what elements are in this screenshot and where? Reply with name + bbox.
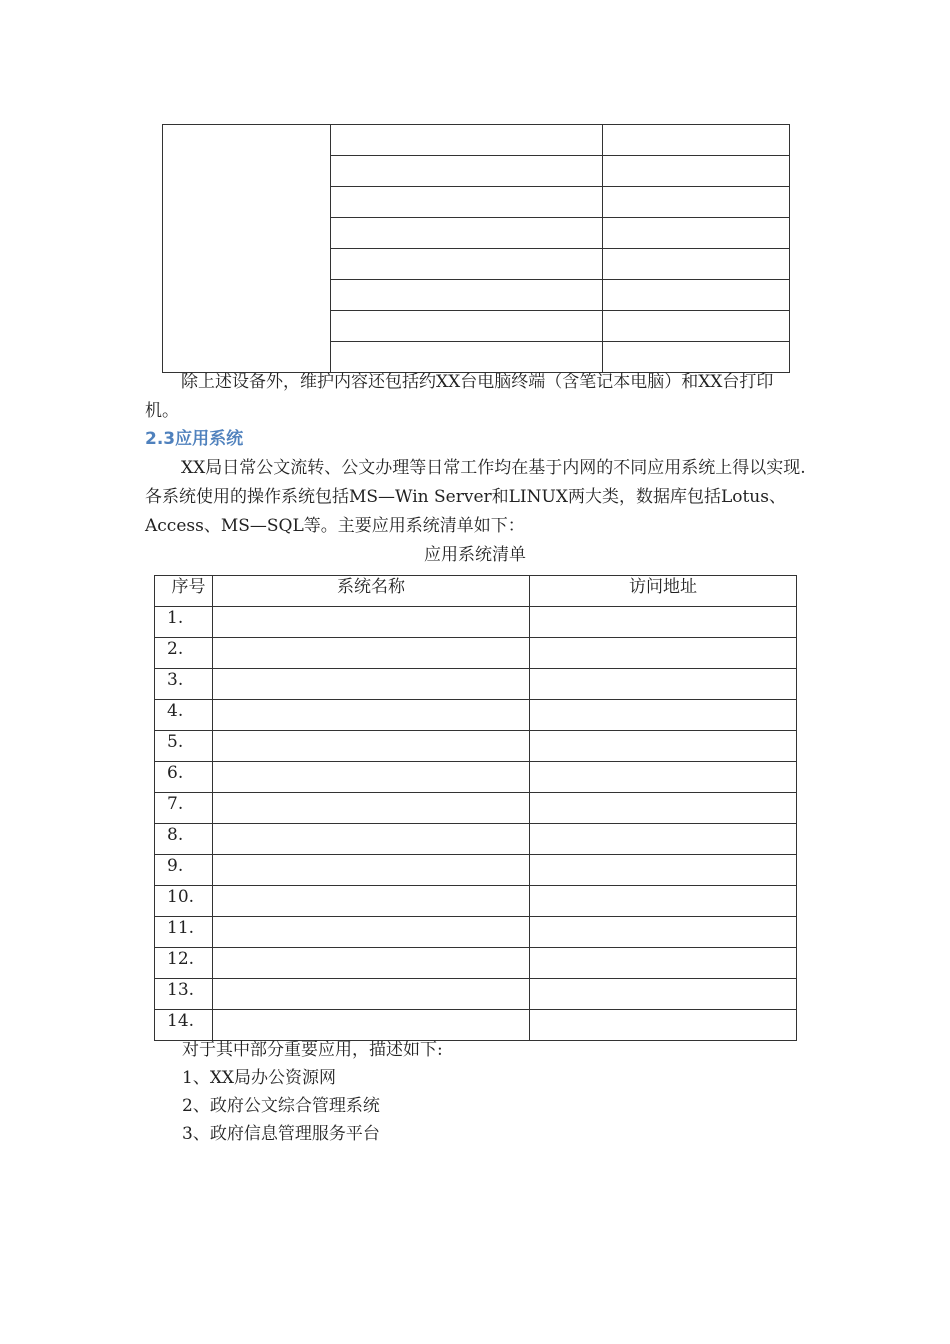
section-heading: 2.3应用系统	[145, 429, 244, 449]
equipment-note: 除上述设备外，维护内容还包括约XX台电脑终端（含笔记本电脑）和XX台打印机。	[145, 372, 774, 421]
header-system-name: 系统名称	[213, 576, 530, 607]
access-address-cell	[530, 638, 797, 669]
row-index: 13.	[155, 979, 213, 1010]
table-row	[155, 607, 797, 638]
equipment-table	[162, 124, 790, 373]
equipment-cell	[603, 280, 790, 311]
access-address-cell	[530, 1010, 797, 1041]
access-address-cell	[530, 979, 797, 1010]
access-address-cell	[530, 886, 797, 917]
table-row	[155, 886, 797, 917]
system-name-cell	[213, 731, 530, 762]
access-address-cell	[530, 948, 797, 979]
table-row	[155, 731, 797, 762]
important-apps-intro: 对于其中部分重要应用，描述如下:	[182, 1040, 443, 1060]
row-index: 8.	[155, 824, 213, 855]
access-address-cell	[530, 700, 797, 731]
access-address-cell	[530, 824, 797, 855]
system-name-cell	[213, 855, 530, 886]
apps-table-header	[155, 576, 797, 607]
access-address-cell	[530, 917, 797, 948]
access-address-cell	[530, 607, 797, 638]
system-name-cell	[213, 824, 530, 855]
access-address-cell	[530, 855, 797, 886]
row-index: 9.	[155, 855, 213, 886]
equipment-cell	[603, 125, 790, 156]
equipment-category-cell	[163, 125, 331, 373]
access-address-cell	[530, 762, 797, 793]
table-row	[155, 793, 797, 824]
equipment-row	[163, 125, 790, 156]
apps-intro: XX局日常公文流转、公文办理等日常工作均在基于内网的不同应用系统上得以实现.各系统使用的操作系统包括MS—Win Server和LINUX两大类，数据库包括Lotus、Access、MS—SQL等。主要应用系统清单如下：	[145, 458, 806, 536]
list-item: 1、XX局办公资源网	[182, 1068, 337, 1088]
system-name-cell	[213, 669, 530, 700]
system-name-cell	[213, 762, 530, 793]
access-address-cell	[530, 793, 797, 824]
table-row	[155, 762, 797, 793]
system-name-cell	[213, 948, 530, 979]
access-address-cell	[530, 731, 797, 762]
table-row	[155, 638, 797, 669]
system-name-cell	[213, 638, 530, 669]
table-row	[155, 917, 797, 948]
row-index: 12.	[155, 948, 213, 979]
list-item: 3、政府信息管理服务平台	[182, 1124, 380, 1144]
row-index: 14.	[155, 1010, 213, 1041]
table-row	[155, 669, 797, 700]
row-index: 6.	[155, 762, 213, 793]
table-row	[155, 824, 797, 855]
table-row	[155, 700, 797, 731]
equipment-cell	[603, 218, 790, 249]
equipment-cell	[603, 187, 790, 218]
system-name-cell	[213, 886, 530, 917]
table-row	[155, 948, 797, 979]
equipment-cell	[603, 156, 790, 187]
row-index: 5.	[155, 731, 213, 762]
equipment-cell	[603, 311, 790, 342]
table-row	[155, 979, 797, 1010]
header-index: 序号	[155, 576, 213, 607]
equipment-cell	[331, 156, 603, 187]
row-index: 4.	[155, 700, 213, 731]
equipment-cell	[331, 218, 603, 249]
apps-table	[154, 575, 797, 1041]
row-index: 3.	[155, 669, 213, 700]
system-name-cell	[213, 979, 530, 1010]
row-index: 1.	[155, 607, 213, 638]
row-index: 11.	[155, 917, 213, 948]
system-name-cell	[213, 793, 530, 824]
system-name-cell	[213, 607, 530, 638]
access-address-cell	[530, 669, 797, 700]
table-row	[155, 855, 797, 886]
row-index: 7.	[155, 793, 213, 824]
equipment-cell	[331, 125, 603, 156]
row-index: 10.	[155, 886, 213, 917]
equipment-cell	[331, 311, 603, 342]
row-index: 2.	[155, 638, 213, 669]
equipment-cell	[331, 187, 603, 218]
equipment-cell	[331, 280, 603, 311]
equipment-cell	[603, 249, 790, 280]
apps-table-caption: 应用系统清单	[424, 545, 526, 565]
system-name-cell	[213, 917, 530, 948]
list-item: 2、政府公文综合管理系统	[182, 1096, 380, 1116]
equipment-cell	[331, 249, 603, 280]
header-access-address: 访问地址	[530, 576, 797, 607]
system-name-cell	[213, 700, 530, 731]
